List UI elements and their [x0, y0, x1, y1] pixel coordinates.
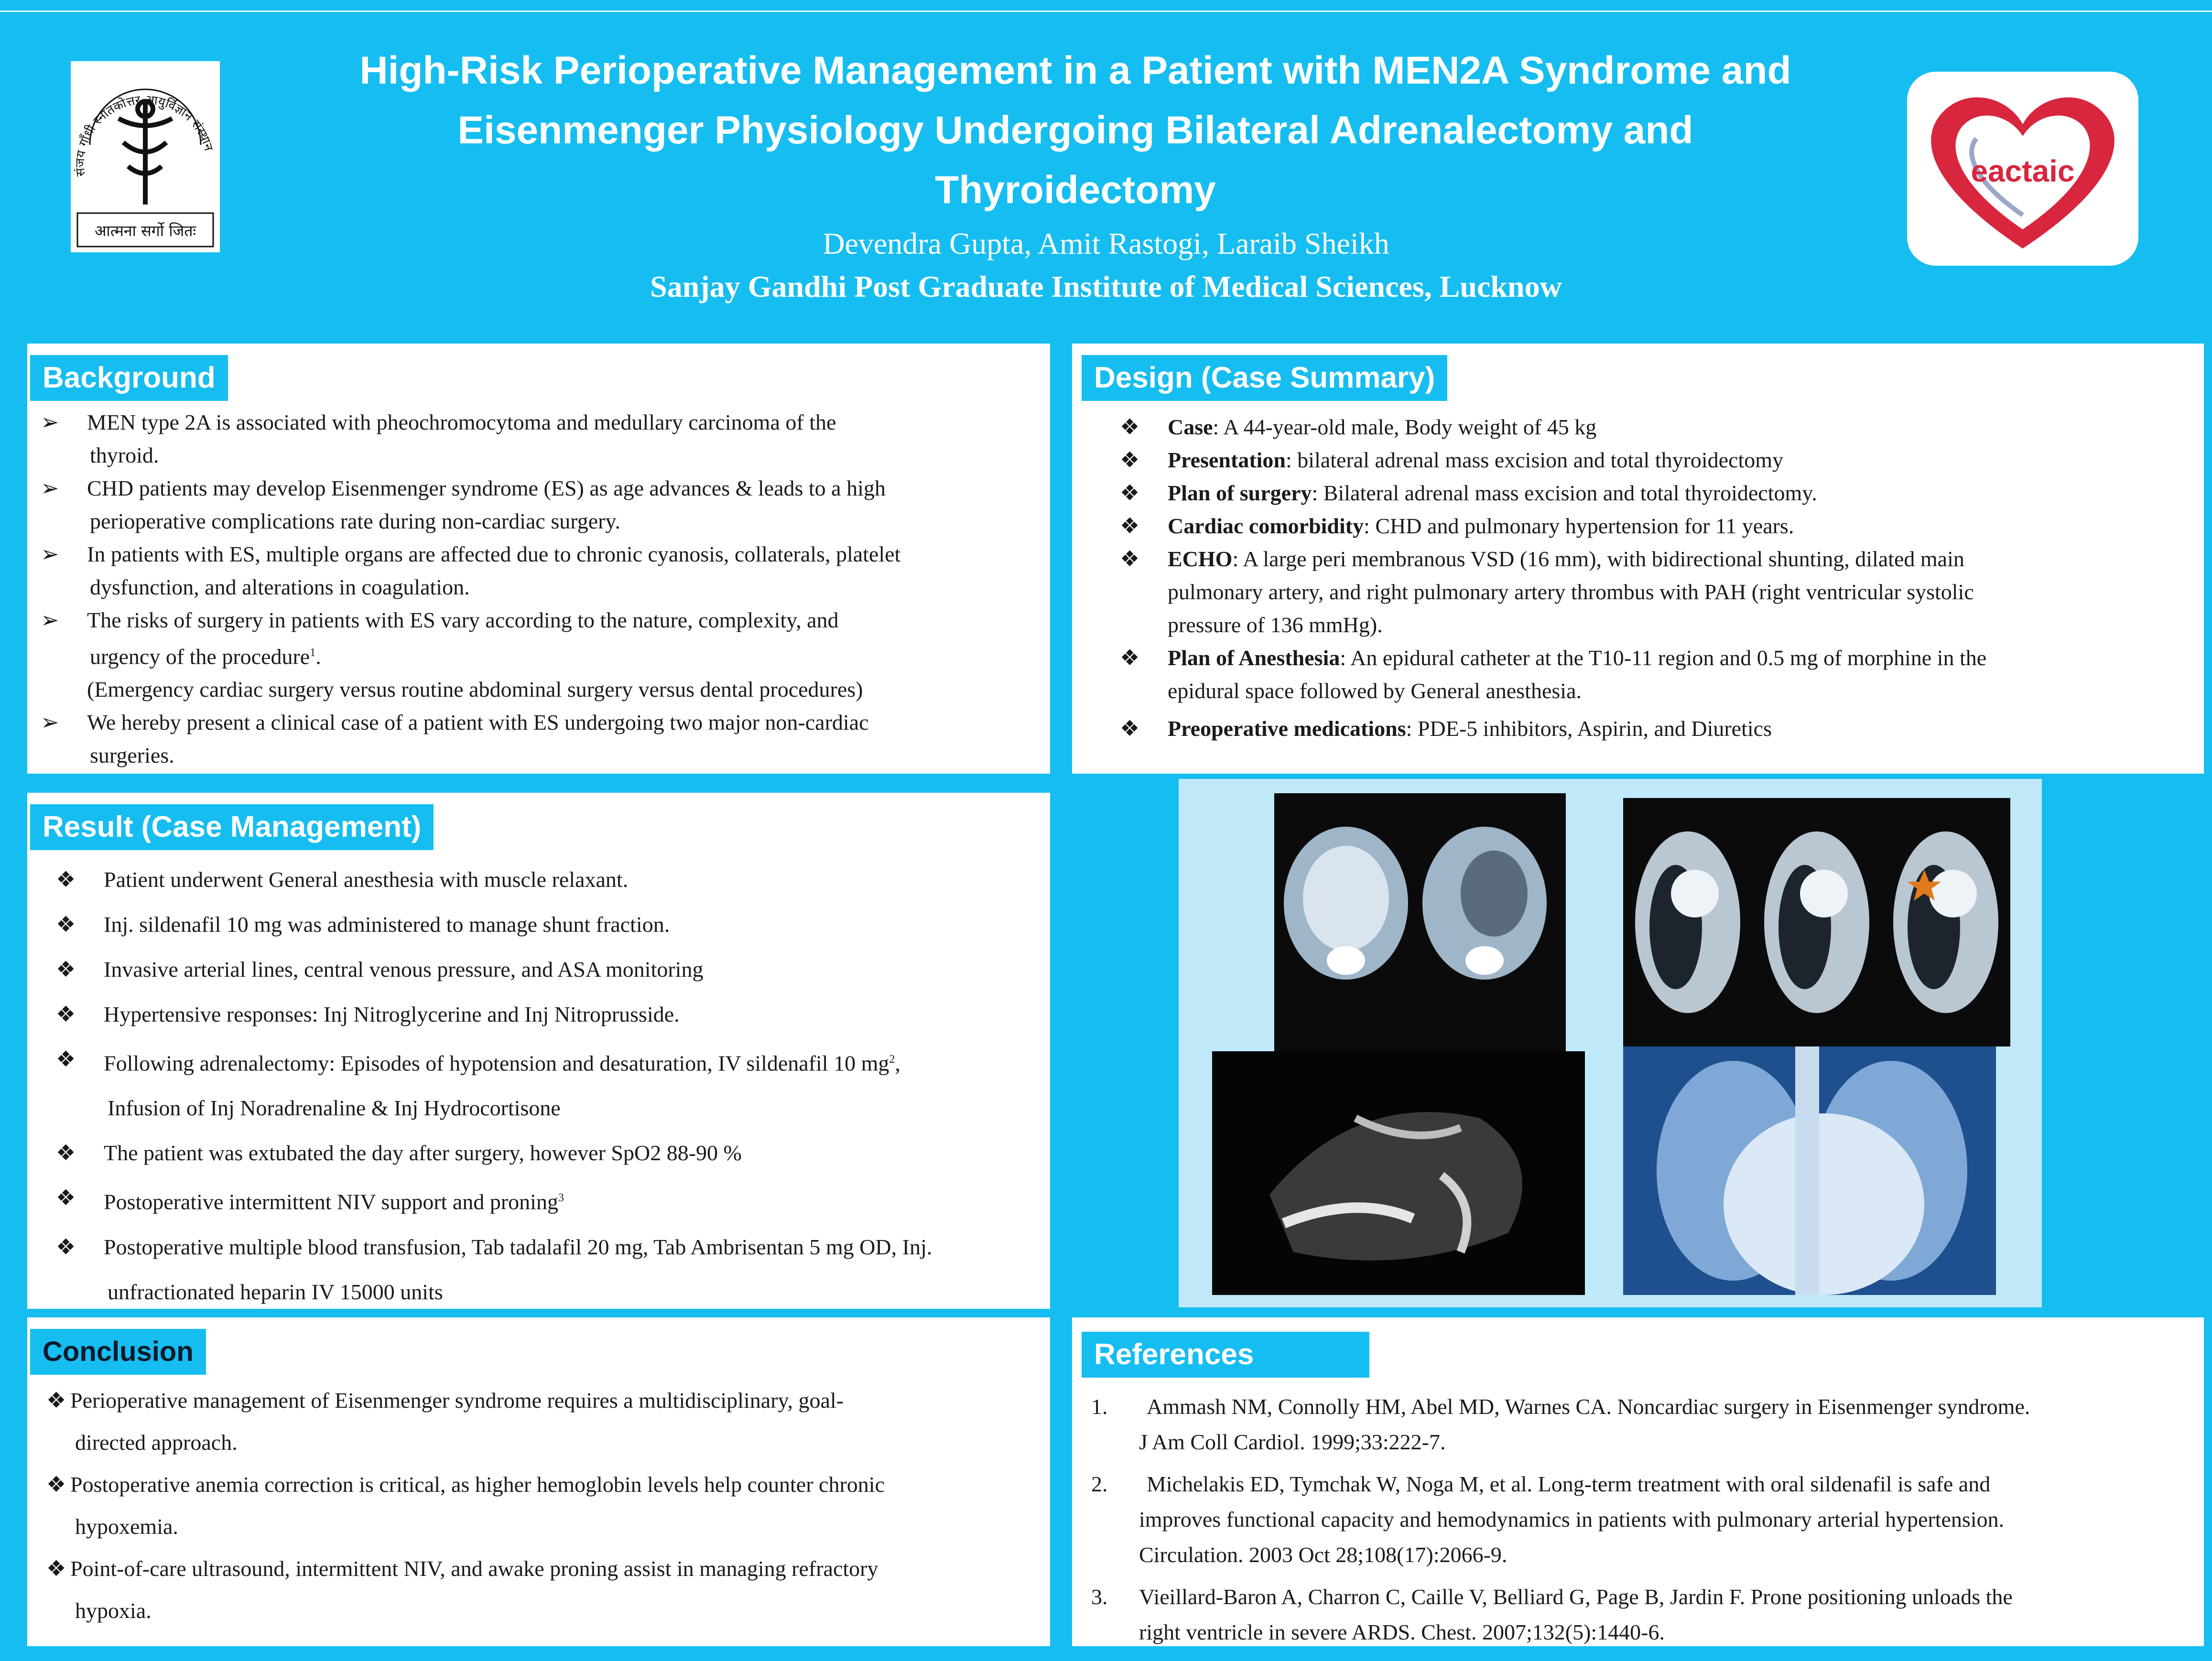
background-line: dysfunction, and alterations in coagulation. [90, 575, 470, 599]
diamond-marker: ❖ [1120, 481, 1140, 505]
background-line: urgency of the procedure [90, 644, 310, 669]
reference-number: 1. [1091, 1394, 1108, 1419]
background-line: We hereby present a clinical case of a patient with ES undergoing two major non-cardiac [87, 710, 869, 735]
citation-sup: 1 [310, 647, 316, 659]
design-text: pulmonary artery, and right pulmonary artery thrombus with PAH (right ventricular systolic [1168, 580, 1974, 604]
reference-line: Vieillard-Baron A, Charron C, Caille V, Belliard G, Page B, Jardin F. Prone positioning unloads the [1139, 1585, 2013, 1609]
background-line: MEN type 2A is associated with pheochromocytoma and medullary carcinoma of the [87, 410, 836, 434]
reference-line: Ammash NM, Connolly HM, Abel MD, Warnes CA. Noncardiac surgery in Eisenmenger syndrome. [1147, 1394, 2030, 1419]
design-text: : A large peri membranous VSD (16 mm), with bidirectional shunting, dilated main [1232, 547, 1964, 571]
design-label: ECHO [1168, 547, 1233, 571]
conclusion-item: hypoxemia. [75, 1514, 178, 1539]
sgpgi-logo [71, 61, 220, 252]
result-heading: Result (Case Management) [30, 804, 434, 850]
design-text: pressure of 136 mmHg). [1168, 613, 1383, 637]
result-item: Invasive arterial lines, central venous pressure, and ASA monitoring [104, 957, 704, 982]
result-item: Postoperative intermittent NIV support and proning [104, 1189, 558, 1214]
design-heading: Design (Case Summary) [1082, 355, 1447, 401]
conclusion-item: directed approach. [75, 1430, 238, 1455]
reference-line: improves functional capacity and hemodynamics in patients with pulmonary arterial hypertension. [1139, 1507, 2005, 1532]
design-text: : An epidural catheter at the T10-11 region and 0.5 mg of morphine in the [1340, 646, 1987, 670]
design-label: Cardiac comorbidity [1168, 514, 1364, 538]
arrow-marker: ➢ [41, 410, 59, 434]
background-line: surgeries. [90, 743, 174, 768]
logo-arc-text: संजय गाँधी स्नातकोत्तर आयुर्विज्ञान संस्थान [73, 92, 216, 177]
diamond-marker: ❖ [1120, 547, 1140, 571]
background-panel [24, 340, 1053, 777]
poster-title [249, 41, 1902, 220]
diamond-marker: ❖ [1120, 415, 1140, 439]
result-item: unfractionated heparin IV 15000 units [108, 1279, 443, 1304]
diamond-marker: ❖ [56, 1047, 76, 1071]
design-body [1120, 410, 2162, 745]
background-line: perioperative complications rate during non-cardiac surgery. [90, 509, 620, 533]
citation-sup: 2 [889, 1053, 895, 1066]
arrow-marker: ➢ [41, 710, 59, 735]
diamond-marker: ❖ [56, 957, 76, 982]
reference-line: Michelakis ED, Tymchak W, Noga M, et al. Long-term treatment with oral sildenafil is safe and [1147, 1472, 1991, 1496]
logo-right-text: eactaic [1971, 154, 2075, 188]
design-text: : A 44-year-old male, Body weight of 45 kg [1213, 415, 1597, 439]
reference-line: right ventricle in severe ARDS. Chest. 2007;132(5):1440-6. [1139, 1620, 1665, 1644]
conclusion-heading: Conclusion [30, 1329, 206, 1375]
design-label: Presentation [1168, 448, 1286, 472]
background-line: (Emergency cardiac surgery versus routine abdominal surgery versus dental procedures) [87, 677, 863, 702]
background-line: The risks of surgery in patients with ES vary according to the nature, complexity, and [87, 608, 839, 632]
echo-ultrasound-image [1212, 1051, 1585, 1295]
diamond-marker: ❖ [56, 1186, 76, 1210]
diamond-marker: ❖ [56, 1141, 76, 1165]
result-body: ❖ Patient underwent General anesthesia with muscle relaxant. ❖ Inj. sildenafil 10 mg was administered to manage shunt fraction. ❖ Invasive arterial lines, central venous pressure, and ASA monitoring ❖ Hypertensive responses: Inj Nitroglycerine and Inj Nitroprusside. ❖ Following adrenalectomy: Episodes of hypotension and desaturation, IV sildenafil 10 $mg^2$, Infusion of Inj Noradrenaline & Inj Hydrocortisone ❖ The patient was extubated the day after surgery, however SpO2 88-90 % ❖ Postoperative intermittent NIV support and proning$^3$ ❖ Postoperative multiple blood transfusion, Tab tadalafil 20 mg, Tab Ambrisentan 5 mg OD, Inj. unfractionated heparin IV 15000 units [56, 857, 1041, 1315]
reference-line: J Am Coll Cardiol. 1999;33:222-7. [1139, 1430, 1446, 1454]
references-body [1091, 1389, 2186, 1650]
arrow-marker: ➢ [41, 476, 59, 500]
conclusion-item: hypoxia. [75, 1598, 152, 1623]
diamond-marker: ❖ [56, 1234, 76, 1259]
background-line: CHD patients may develop Eisenmenger syndrome (ES) as age advances & leads to a high [87, 476, 886, 500]
images-panel [1179, 779, 2042, 1307]
design-label: Plan of surgery [1168, 481, 1312, 505]
diamond-marker: ❖ [46, 1388, 66, 1413]
institute: Sanjay Gandhi Post Graduate Institute of Medical Sciences, Lucknow [650, 270, 1562, 303]
result-item: The patient was extubated the day after surgery, however SpO2 88-90 % [104, 1141, 742, 1165]
result-item: Postoperative multiple blood transfusion, Tab tadalafil 20 mg, Tab Ambrisentan 5 mg OD, Inj. [104, 1234, 933, 1259]
design-label: Case [1168, 415, 1213, 439]
conclusion-body [46, 1380, 1041, 1632]
arrow-marker: ➢ [41, 542, 59, 566]
conclusion-item: Point-of-care ultrasound, intermittent NIV, and awake proning assist in managing refractory [70, 1556, 878, 1581]
conclusion-item: Postoperative anemia correction is critical, as higher hemoglobin levels help counter chronic [70, 1472, 885, 1497]
diamond-marker: ❖ [46, 1472, 66, 1497]
diamond-marker: ❖ [56, 912, 76, 937]
result-item: Patient underwent General anesthesia with muscle relaxant. [104, 867, 629, 892]
references-heading: References [1082, 1332, 1369, 1378]
title-line-1: High-Risk Perioperative Management in a Patient with MEN2A Syndrome and [359, 49, 1791, 92]
diamond-marker: ❖ [56, 867, 76, 892]
result-panel [24, 789, 1053, 1312]
reference-number: 3. [1091, 1585, 1108, 1609]
background-line: In patients with ES, multiple organs are affected due to chronic cyanosis, collaterals, platelet [87, 542, 901, 566]
diamond-marker: ❖ [1120, 646, 1140, 670]
poster-header [0, 0, 2212, 330]
result-item: Inj. sildenafil 10 mg was administered to manage shunt fraction. [104, 912, 670, 937]
authors: Devendra Gupta, Amit Rastogi, Laraib Sheikh [823, 226, 1389, 260]
arrow-marker: ➢ [41, 608, 59, 632]
ct-chest-image [1623, 798, 2010, 1046]
conclusion-item: Perioperative management of Eisenmenger syndrome requires a multidisciplinary, goal- [70, 1388, 844, 1413]
reference-number: 2. [1091, 1472, 1108, 1496]
design-text: : bilateral adrenal mass excision and total thyroidectomy [1286, 448, 1784, 472]
citation-sup: 3 [558, 1192, 564, 1205]
eactaic-logo [1907, 72, 2138, 266]
title-line-2: Eisenmenger Physiology Undergoing Bilateral Adrenalectomy and [457, 108, 1693, 152]
background-line: thyroid. [90, 443, 159, 467]
references-panel [1069, 1314, 2207, 1650]
title-line-3: Thyroidectomy [935, 168, 1216, 212]
design-text: : CHD and pulmonary hypertension for 11 years. [1364, 514, 1794, 538]
result-item: Hypertensive responses: Inj Nitroglycerine and Inj Nitroprusside. [104, 1002, 680, 1026]
diamond-marker: ❖ [1120, 716, 1140, 741]
diamond-marker: ❖ [56, 1002, 76, 1026]
design-label: Preoperative medications [1168, 716, 1406, 741]
chest-xray-image [1623, 1046, 1996, 1295]
diamond-marker: ❖ [46, 1556, 66, 1581]
diamond-marker: ❖ [1120, 514, 1140, 538]
background-body: ➢ MEN type 2A is associated with pheochromocytoma and medullary carcinoma of the thyroid. ➢ CHD patients may develop Eisenmenger syndrome (ES) as age advances & leads to a high perioperative complications rate during non-cardiac surgery. ➢ In patients with ES, multiple organs are affected due to chronic cyanosis, collaterals, platelet dysfunction, and alterations in coagulation. ➢ The risks of surgery in patients with ES vary according to the nature, complexity, and urgency of the procedure$^1$. (Emergency cardiac surgery versus routine abdominal surgery versus dental procedures) ➢ We hereby present a clinical case of a patient with ES undergoing two major non-cardiac surgeries. [27, 406, 1036, 772]
reference-line: Circulation. 2003 Oct 28;108(17):2066-9. [1139, 1542, 1507, 1567]
design-panel [1069, 340, 2207, 777]
background-heading: Background [30, 355, 228, 401]
design-label: Plan of Anesthesia [1168, 646, 1340, 670]
ct-abdomen-image [1274, 793, 1566, 1051]
design-text: epidural space followed by General anesthesia. [1168, 679, 1582, 703]
design-text: : Bilateral adrenal mass excision and total thyroidectomy. [1312, 481, 1817, 505]
diamond-marker: ❖ [1120, 448, 1140, 472]
conclusion-panel [24, 1314, 1053, 1650]
logo-left-caption: आत्मना सर्गो जितः [95, 222, 196, 240]
design-text: : PDE-5 inhibitors, Aspirin, and Diuretics [1406, 716, 1772, 741]
result-item: Following adrenalectomy: Episodes of hypotension and desaturation, IV sildenafil 10 mg [104, 1051, 889, 1076]
result-item: Infusion of Inj Noradrenaline & Inj Hydrocortisone [108, 1096, 561, 1121]
